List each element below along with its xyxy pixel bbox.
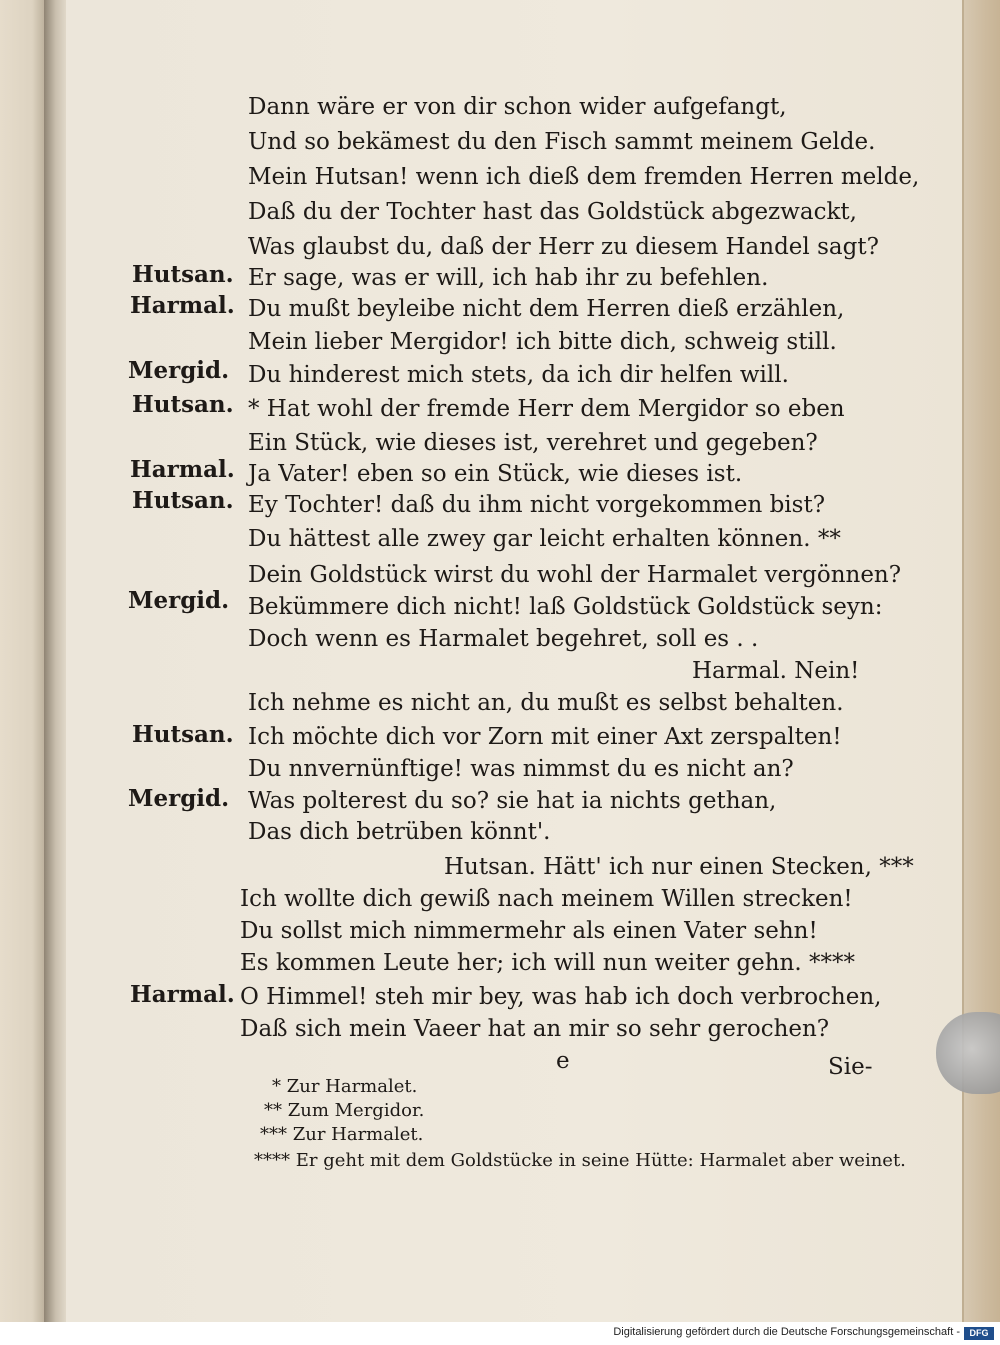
verse-line: Mein Hutsan! wenn ich dieß dem fremden Herren melde, (248, 164, 920, 190)
verse-line: Er sage, was er will, ich hab ihr zu befehlen. (248, 265, 769, 291)
page-fore-edge (962, 0, 1000, 1322)
verse-line: Doch wenn es Harmalet begehret, soll es . . (248, 626, 759, 652)
verse-line: Das dich betrüben könnt'. (248, 819, 551, 845)
left-page-edge (0, 0, 46, 1322)
speaker-label: Mergid. (128, 357, 230, 384)
verse-line: Daß sich mein Vaeer hat an mir so sehr gerochen? (240, 1016, 830, 1042)
verse-line: Es kommen Leute her; ich will nun weiter gehn. **** (240, 950, 855, 976)
verse-line: Du nnvernünftige! was nimmst du es nicht an? (248, 756, 794, 782)
speaker-label: Harmal. (130, 456, 235, 483)
verse-line: O Himmel! steh mir bey, was hab ich doch verbrochen, (240, 984, 882, 1010)
verse-line: Dein Goldstück wirst du wohl der Harmalet vergönnen? (248, 562, 902, 588)
verse-line: Du mußt beyleibe nicht dem Herren dieß erzählen, (248, 296, 845, 322)
verse-line: Harmal. Nein! (692, 658, 860, 684)
book-page (66, 0, 964, 1322)
digitization-footer (0, 1322, 1000, 1345)
footnote: * Zur Harmalet. (272, 1076, 418, 1097)
catchword: Sie- (828, 1054, 873, 1080)
verse-line: Ich nehme es nicht an, du mußt es selbst behalten. (248, 690, 844, 716)
verse-line: Du sollst mich nimmermehr als einen Vater sehn! (240, 918, 818, 944)
verse-line: Ich wollte dich gewiß nach meinem Willen strecken! (240, 886, 853, 912)
speaker-label: Harmal. (130, 981, 235, 1008)
footnote: **** Er geht mit dem Goldstücke in seine Hütte: Harmalet aber weinet. (254, 1150, 906, 1171)
speaker-label: Mergid. (128, 587, 230, 614)
verse-line: Ein Stück, wie dieses ist, verehret und gegeben? (248, 430, 818, 456)
verse-line: Ey Tochter! daß du ihm nicht vorgekommen bist? (248, 492, 826, 518)
verse-line: Ja Vater! eben so ein Stück, wie dieses ist. (248, 461, 743, 487)
speaker-label: Mergid. (128, 785, 230, 812)
dfg-logo: DFG (964, 1327, 994, 1340)
footnote: *** Zur Harmalet. (260, 1124, 424, 1145)
speaker-label: Hutsan. (132, 487, 234, 514)
speaker-label: Hutsan. (132, 261, 234, 288)
verse-line: Dann wäre er von dir schon wider aufgefangt, (248, 94, 787, 120)
verse-line: Und so bekämest du den Fisch sammt meinem Gelde. (248, 129, 876, 155)
speaker-label: Hutsan. (132, 391, 234, 418)
speaker-label: Hutsan. (132, 721, 234, 748)
footnote: ** Zum Mergidor. (264, 1100, 425, 1121)
verse-line: Du hinderest mich stets, da ich dir helfen will. (248, 362, 789, 388)
verse-line: * Hat wohl der fremde Herr dem Mergidor so eben (248, 396, 845, 422)
verse-line: Was polterest du so? sie hat ia nichts gethan, (248, 788, 777, 814)
signature-mark: e (556, 1048, 570, 1074)
verse-line: Mein lieber Mergidor! ich bitte dich, schweig still. (248, 329, 837, 355)
verse-line: Bekümmere dich nicht! laß Goldstück Goldstück seyn: (248, 594, 883, 620)
verse-line: Ich möchte dich vor Zorn mit einer Axt zerspalten! (248, 724, 842, 750)
funding-credit: Digitalisierung gefördert durch die Deutsche Forschungsgemeinschaft - (613, 1326, 960, 1338)
verse-line: Hutsan. Hätt' ich nur einen Stecken, *** (444, 854, 914, 880)
verse-line: Du hättest alle zwey gar leicht erhalten können. ** (248, 526, 841, 552)
speaker-label: Harmal. (130, 292, 235, 319)
verse-line: Daß du der Tochter hast das Goldstück abgezwackt, (248, 199, 857, 225)
verse-line: Was glaubst du, daß der Herr zu diesem Handel sagt? (248, 234, 879, 260)
